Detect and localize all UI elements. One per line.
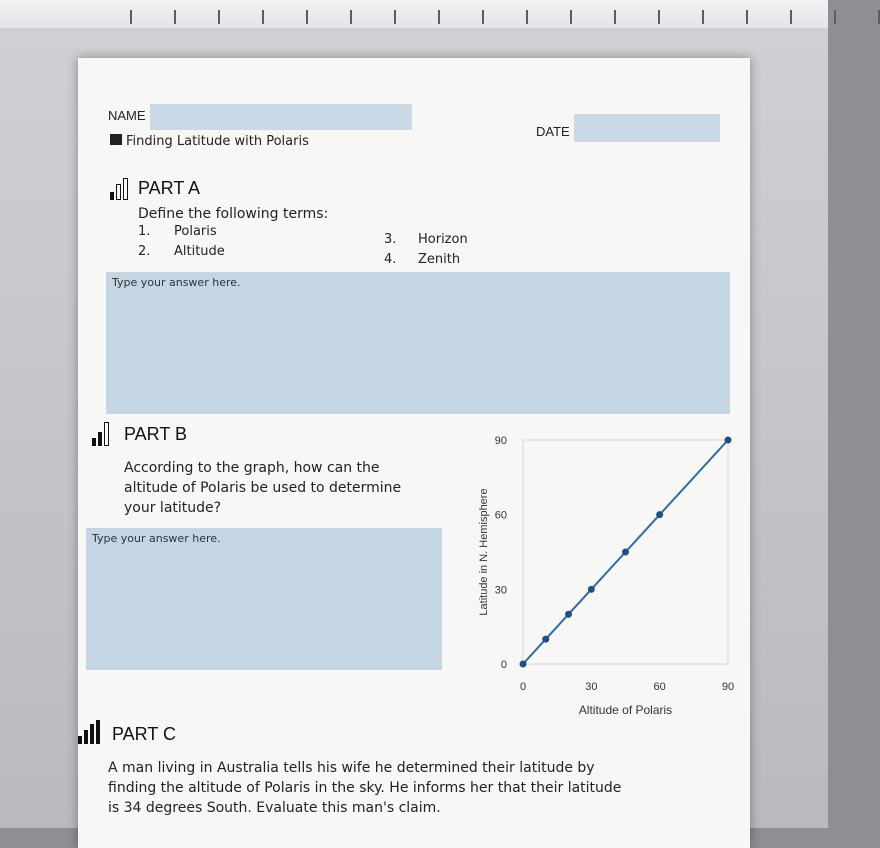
part-a-answer-box[interactable] xyxy=(106,272,730,414)
ruler-tick xyxy=(262,10,264,24)
x-tick-label: 0 xyxy=(519,681,527,693)
ruler-tick xyxy=(482,10,484,24)
part-b-question-line-1: According to the graph, how can the xyxy=(124,460,380,476)
ruler-tick xyxy=(702,10,704,24)
chart-plot-area xyxy=(520,437,732,668)
data-point xyxy=(588,586,595,593)
document-ruler xyxy=(0,0,828,29)
part-c-line-1: A man living in Australia tells his wife he determined their latitude by xyxy=(108,760,595,776)
term-4-number: 4. xyxy=(384,252,397,267)
y-tick-label: 60 xyxy=(494,509,507,522)
part-c-heading: PART C xyxy=(112,724,177,744)
ruler-tick xyxy=(174,10,176,24)
ruler-tick xyxy=(218,10,220,24)
worksheet-page xyxy=(78,58,750,848)
term-3-text: Horizon xyxy=(418,232,468,247)
data-point xyxy=(656,511,663,518)
ruler-tick xyxy=(790,10,792,24)
date-label: DATE xyxy=(536,124,570,139)
part-a-bars-icon xyxy=(110,178,128,200)
date-field[interactable] xyxy=(574,114,720,142)
x-tick-label: 60 xyxy=(653,681,666,693)
data-point xyxy=(622,549,629,556)
ruler-tick xyxy=(306,10,308,24)
part-a-heading: PART A xyxy=(138,178,201,198)
y-tick-label: 0 xyxy=(500,659,507,671)
part-b-bars-icon xyxy=(92,422,109,446)
ruler-tick xyxy=(350,10,352,24)
term-4-text: Zenith xyxy=(418,252,461,267)
y-tick-label: 90 xyxy=(494,435,507,447)
term-1-number: 1. xyxy=(138,224,151,239)
part-c-line-3: is 34 degrees South. Evaluate this man's claim. xyxy=(108,800,441,816)
term-2-number: 2. xyxy=(138,244,151,259)
term-3-number: 3. xyxy=(384,232,397,247)
part-a-prompt: Define the following terms: xyxy=(138,206,329,222)
term-1-text: Polaris xyxy=(174,224,217,239)
ruler-tick xyxy=(614,10,616,24)
ruler-tick xyxy=(438,10,440,24)
ruler-tick xyxy=(834,10,836,24)
ruler-tick xyxy=(394,10,396,24)
part-b-question-line-2: altitude of Polaris be used to determine xyxy=(124,480,402,496)
part-b-heading: PART B xyxy=(124,424,188,444)
part-a-answer-placeholder: Type your answer here. xyxy=(112,276,241,289)
ruler-tick xyxy=(526,10,528,24)
title-bullet-icon xyxy=(110,134,122,145)
term-2-text: Altitude xyxy=(174,244,225,259)
data-point xyxy=(565,611,572,618)
chart-axes xyxy=(478,435,734,717)
x-axis-label: Altitude of Polaris xyxy=(578,703,673,717)
ruler-tick xyxy=(658,10,660,24)
data-point xyxy=(725,437,732,444)
ruler-tick xyxy=(570,10,572,24)
part-b-answer-box[interactable] xyxy=(86,528,442,670)
worksheet-title: Finding Latitude with Polaris xyxy=(126,134,309,149)
part-b-answer-placeholder: Type your answer here. xyxy=(92,532,221,545)
part-c-bars-icon xyxy=(78,720,100,744)
name-field[interactable] xyxy=(150,104,412,130)
latitude-altitude-chart xyxy=(458,428,738,717)
x-tick-label: 30 xyxy=(585,681,598,693)
data-point xyxy=(520,661,527,668)
y-tick-label: 30 xyxy=(494,584,507,597)
part-c-line-2: finding the altitude of Polaris in the sky. He informs her that their latitude xyxy=(108,780,622,796)
ruler-tick xyxy=(130,10,132,24)
ruler-tick xyxy=(746,10,748,24)
y-axis-label: Latitude in N. Hemisphere xyxy=(478,488,490,616)
part-b-question-line-3: your latitude? xyxy=(124,500,222,516)
x-tick-label: 90 xyxy=(721,681,735,693)
data-point xyxy=(542,636,549,643)
name-label: NAME xyxy=(108,108,146,123)
